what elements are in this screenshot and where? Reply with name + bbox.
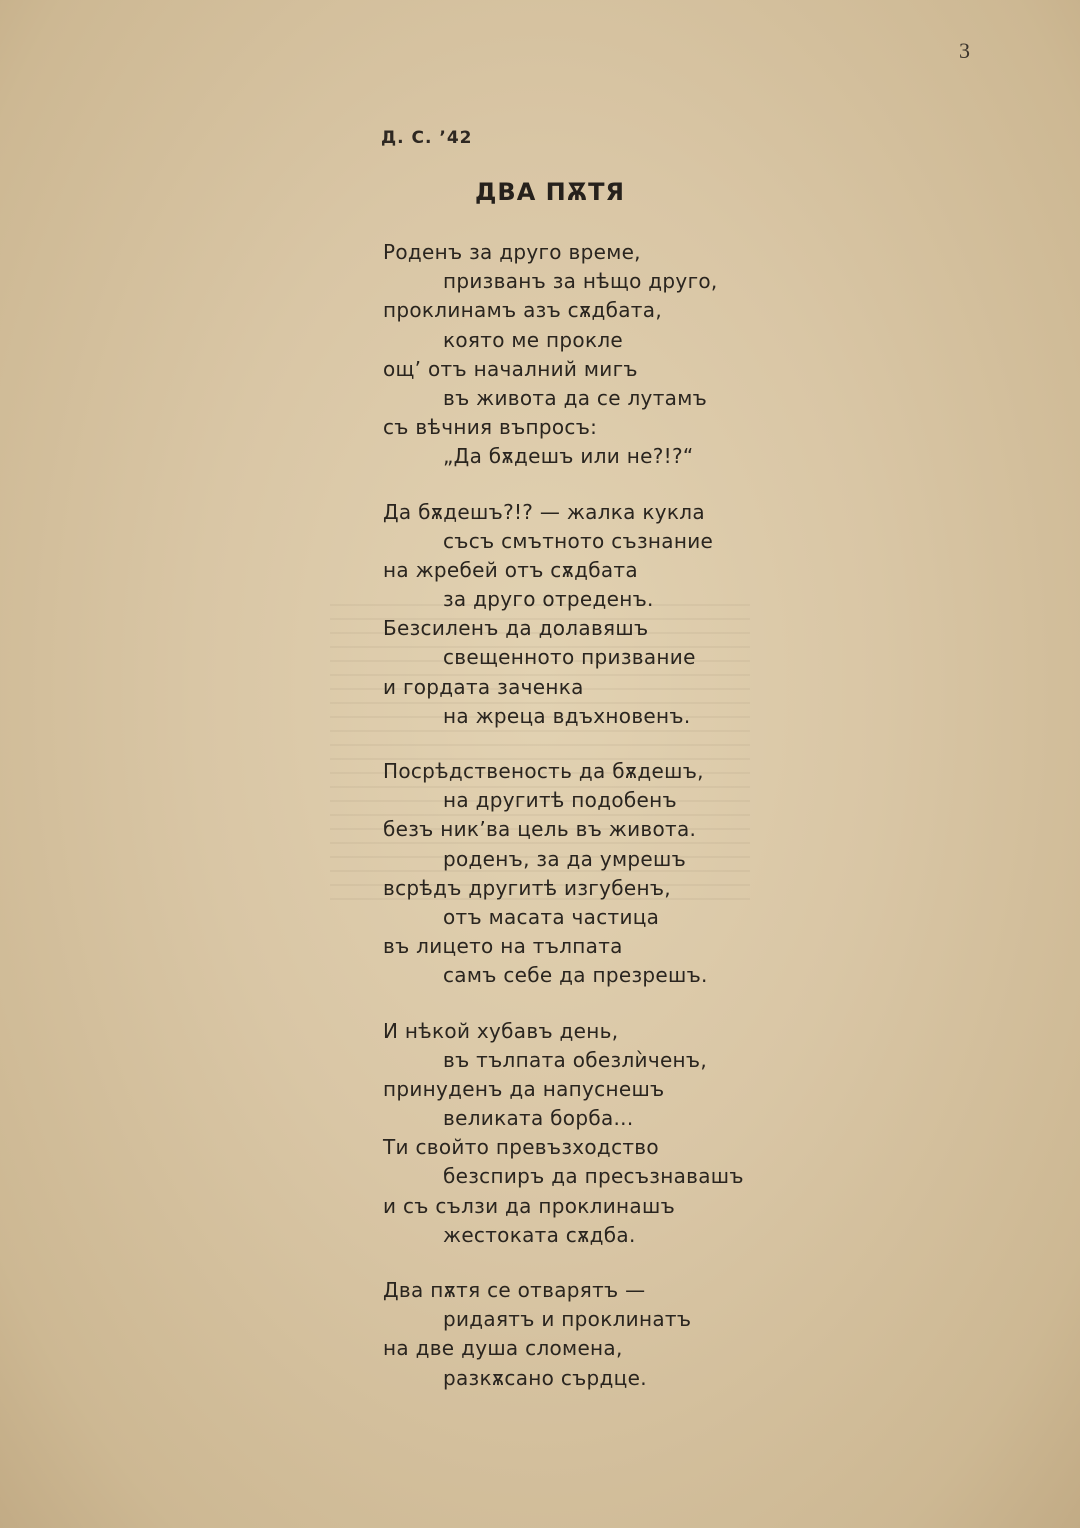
poem-line: съ вѣчния въпросъ: bbox=[383, 415, 598, 440]
poem-line: безспиръ да пресъзнавашъ bbox=[443, 1164, 744, 1189]
stanza bbox=[383, 238, 803, 472]
poem-line: ридаятъ и проклинатъ bbox=[443, 1307, 692, 1332]
poem-line: роденъ, за да умрешъ bbox=[443, 846, 687, 871]
poem-line: Ти свойто превъзходство bbox=[383, 1135, 659, 1160]
poem-line: която ме прокле bbox=[443, 327, 624, 352]
poem-line: призванъ за нѣщо друго, bbox=[443, 269, 718, 294]
stanza bbox=[383, 1017, 803, 1251]
poem-line: Безсиленъ да долавяшъ bbox=[383, 616, 649, 641]
stanza bbox=[383, 1276, 803, 1393]
poem-line: за друго отреденъ. bbox=[443, 587, 654, 612]
poem-line: въ живота да се лутамъ bbox=[443, 385, 708, 410]
poem-line: самъ себе да презрешъ. bbox=[443, 963, 708, 988]
poem-line: на две душа сломена, bbox=[383, 1336, 623, 1361]
poem-line: на жребей отъ сѫдбата bbox=[383, 557, 638, 582]
poem-title: ДВА ПѪТЯ bbox=[475, 178, 625, 206]
poem-line: И нѣкой хубавъ день, bbox=[383, 1018, 619, 1043]
poem-line: на жреца вдъхновенъ. bbox=[443, 703, 691, 728]
poem-line: въ лицето на тълпата bbox=[383, 934, 623, 959]
poem-line: въ тълпата обезлѝченъ, bbox=[443, 1047, 708, 1072]
poem-line: Да бѫдешъ?!? — жалка кукла bbox=[383, 499, 705, 524]
poem-line: „Да бѫдешъ или не?!?“ bbox=[443, 444, 694, 469]
poem-line: Посрѣдственость да бѫдешъ, bbox=[383, 759, 704, 783]
poem-line: Два пѫтя се отварятъ — bbox=[383, 1278, 646, 1302]
poem-line: ощ’ отъ началний мигъ bbox=[383, 356, 638, 381]
poem-line: отъ масата частица bbox=[443, 904, 660, 929]
poem-line: и съ сълзи да проклинашъ bbox=[383, 1193, 676, 1218]
poem-line: жестоката сѫдба. bbox=[443, 1222, 636, 1247]
stanza bbox=[383, 498, 803, 732]
poem-line: разкѫсано сърдце. bbox=[443, 1365, 647, 1390]
poem-line: на другитѣ подобенъ bbox=[443, 788, 677, 813]
poem-line: великата борба... bbox=[443, 1106, 634, 1131]
poem-line: съсъ смътното съзнание bbox=[443, 528, 714, 553]
page-number: 3 bbox=[959, 38, 970, 63]
author-signature: Д. С. ’42 bbox=[381, 128, 473, 148]
poem-line: проклинамъ азъ сѫдбата, bbox=[383, 298, 662, 323]
poem-line: Роденъ за друго време, bbox=[383, 240, 641, 264]
poem-line: безъ ник’ва цель въ живота. bbox=[383, 817, 697, 842]
stanza bbox=[383, 757, 803, 991]
poem-line: свещенното призвание bbox=[443, 645, 696, 670]
poem-line: и гордата заченка bbox=[383, 674, 584, 699]
poem-line: всрѣдъ другитѣ изгубенъ, bbox=[383, 875, 671, 900]
poem-body bbox=[383, 238, 803, 1419]
poem-line: принуденъ да напуснешъ bbox=[383, 1076, 665, 1101]
